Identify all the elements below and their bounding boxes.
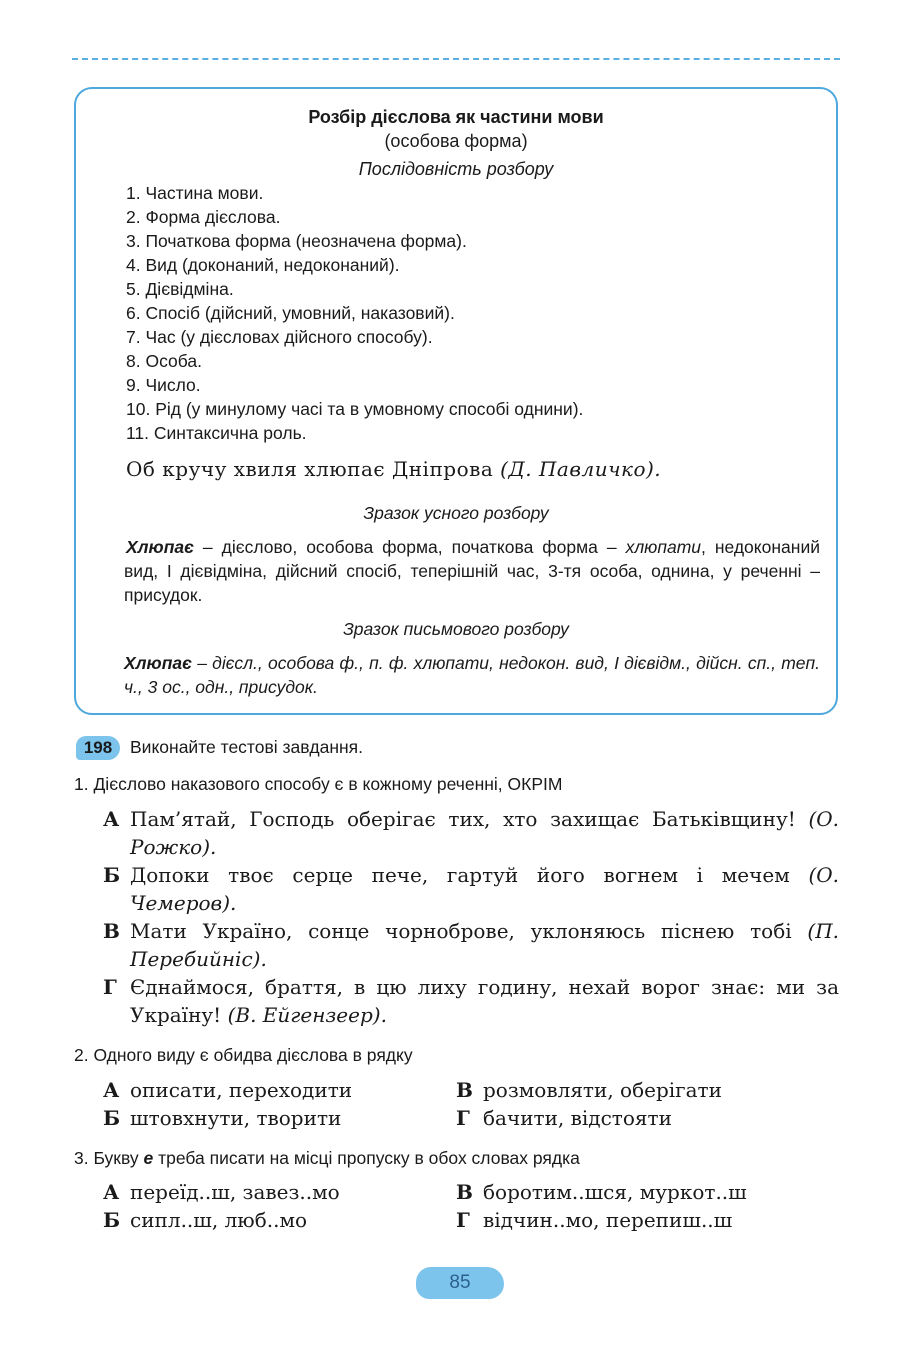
- option-letter: Б: [103, 1208, 121, 1232]
- option-text: переїд..ш, завез..мо: [130, 1180, 340, 1204]
- written-keyword: Хлюпає: [124, 653, 192, 673]
- top-dashed-divider: [72, 58, 840, 60]
- q3-option-v[interactable]: [456, 1178, 816, 1206]
- option-author: (П. Перебийніс).: [130, 919, 839, 971]
- option-text: розмовляти, оберігати: [483, 1078, 722, 1102]
- option-text: описати, переходити: [130, 1078, 353, 1102]
- page-number: 85: [416, 1267, 504, 1299]
- option-author: (О. Рожко).: [130, 807, 839, 859]
- step-item: 8. Особа.: [126, 351, 202, 371]
- option-text: відчин..мо, перепиш..ш: [483, 1208, 733, 1232]
- option-text: Єднаймося, браття, в цю лиху годину, нехай ворог знає: ми за Україну!: [130, 975, 839, 1027]
- option-text: бачити, відстояти: [483, 1106, 672, 1130]
- parsing-steps-list: [126, 181, 583, 445]
- q3-text-part: 3. Букву: [74, 1148, 144, 1168]
- written-parsing-heading: Зразок письмового розбору: [343, 619, 569, 639]
- option-letter: А: [103, 807, 120, 831]
- example-sentence: [126, 457, 661, 481]
- q1-option-a[interactable]: [103, 805, 839, 861]
- step-item: 1. Частина мови.: [126, 183, 264, 203]
- option-text: сипл..ш, люб..мо: [130, 1208, 308, 1232]
- q1-option-b[interactable]: [103, 861, 839, 917]
- oral-parsing-text: [124, 535, 820, 607]
- q2-option-v[interactable]: [456, 1076, 816, 1104]
- written-parsing-text: [124, 651, 820, 699]
- step-item: 11. Синтаксична роль.: [126, 423, 307, 443]
- option-text: штовхнути, творити: [130, 1106, 342, 1130]
- q3-option-a[interactable]: [103, 1178, 463, 1206]
- option-letter: В: [456, 1180, 473, 1204]
- exercise-instruction: Виконайте тестові завдання.: [130, 737, 363, 757]
- q3-option-h[interactable]: [456, 1206, 816, 1234]
- step-item: 2. Форма дієслова.: [126, 207, 281, 227]
- rule-subtitle: (особова форма): [384, 131, 528, 151]
- q3-text-part: треба писати на місці пропуску в обох словах рядка: [153, 1148, 580, 1168]
- step-item: 6. Спосіб (дійсний, умовний, наказовий).: [126, 303, 455, 323]
- option-text: Допоки твоє серце пече, гартуй його вогнем і мечем: [130, 863, 809, 887]
- q1-option-v[interactable]: [103, 917, 839, 973]
- q3-letter-e: е: [143, 1148, 154, 1168]
- question-2: 2. Одного виду є обидва дієслова в рядку: [74, 1045, 413, 1065]
- example-author: (Д. Павличко).: [500, 457, 662, 481]
- option-text: Мати Україно, сонце чорноброве, уклоняюсь піснею тобі: [130, 919, 808, 943]
- q2-option-a[interactable]: [103, 1076, 463, 1104]
- step-item: 4. Вид (доконаний, недоконаний).: [126, 255, 400, 275]
- q1-option-h[interactable]: [103, 973, 839, 1029]
- step-item: 3. Початкова форма (неозначена форма).: [126, 231, 467, 251]
- sequence-heading: Послідовність розбору: [358, 159, 554, 179]
- option-letter: В: [103, 919, 120, 943]
- option-letter: А: [103, 1180, 120, 1204]
- option-letter: Г: [456, 1208, 470, 1232]
- option-text: боротим..шся, муркот..ш: [483, 1180, 747, 1204]
- rule-title: Розбір дієслова як частини мови: [308, 107, 604, 127]
- option-author: (В. Ейгензеер).: [227, 1003, 387, 1027]
- q3-option-b[interactable]: [103, 1206, 463, 1234]
- option-letter: А: [103, 1078, 120, 1102]
- step-item: 5. Дієвідміна.: [126, 279, 234, 299]
- step-item: 10. Рід (у минулому часі та в умовному способі однини).: [126, 399, 584, 419]
- step-item: 9. Число.: [126, 375, 201, 395]
- option-letter: Г: [103, 975, 117, 999]
- q2-option-b[interactable]: [103, 1104, 463, 1132]
- oral-text-part: – дієслово, особова форма, початкова форма –: [193, 537, 626, 557]
- option-letter: Г: [456, 1106, 470, 1130]
- question-1: 1. Дієслово наказового способу є в кожному реченні, ОКРІМ: [74, 774, 563, 794]
- oral-parsing-heading: Зразок усного розбору: [363, 503, 549, 523]
- q2-option-h[interactable]: [456, 1104, 816, 1132]
- exercise-number-badge: 198: [76, 736, 120, 760]
- oral-infinitive: хлюпати: [625, 537, 702, 557]
- oral-keyword: Хлюпає: [126, 537, 194, 557]
- option-letter: В: [456, 1078, 473, 1102]
- question-3: [74, 1148, 580, 1169]
- option-text: Пам’ятай, Господь оберігає тих, хто захищає Батьківщину!: [130, 807, 809, 831]
- option-letter: Б: [103, 863, 121, 887]
- written-text-part: – дієсл., особова ф., п. ф. хлюпати, недокон. вид, I дієвідм., дійсн. сп., теп. ч., 3 ос., одн., присудок.: [124, 653, 820, 697]
- example-sentence-text: Об кручу хвиля хлюпає Дніпрова: [126, 457, 501, 481]
- verb-parsing-rule-box: [74, 87, 838, 715]
- oral-text-part: , недоконаний вид, I дієвідміна, дійсний спосіб, теперішній час, 3-тя особа, однина, у реченні – присудок.: [124, 537, 820, 605]
- option-letter: Б: [103, 1106, 121, 1130]
- option-author: (О. Чемеров).: [130, 863, 839, 915]
- step-item: 7. Час (у дієсловах дійсного способу).: [126, 327, 433, 347]
